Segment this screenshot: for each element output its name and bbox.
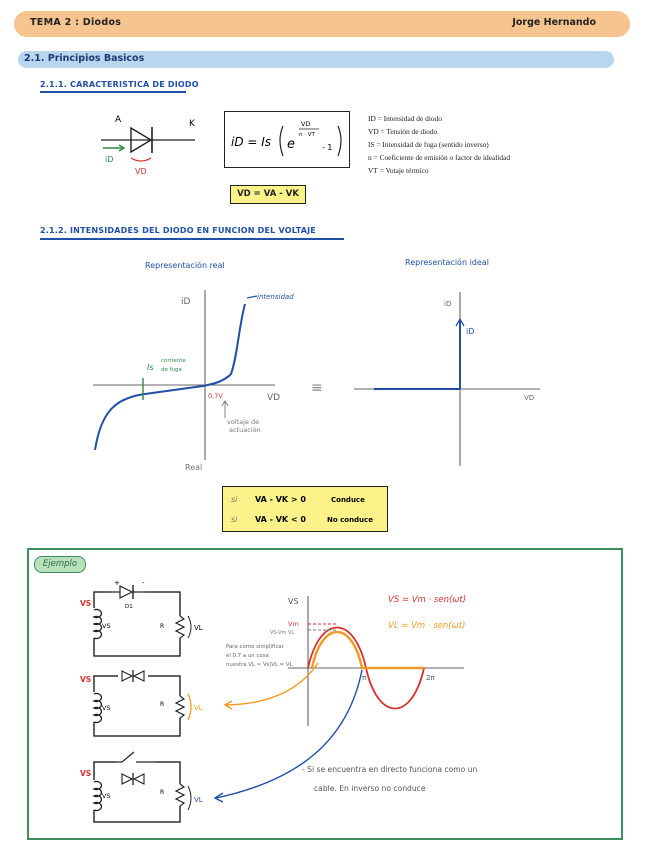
formula-lhs: iD = Is (231, 135, 272, 149)
footer-note-2: cable. En inverso no conduce (314, 784, 426, 793)
diode-formula-box (224, 111, 350, 168)
c1-minus: - (142, 580, 145, 587)
real-curve (95, 304, 245, 450)
ideal-characteristic-graph (350, 282, 550, 474)
intensidad-label: intensidad (257, 293, 294, 301)
c2-vl: VL (194, 704, 203, 712)
header-bar (14, 11, 630, 37)
equivalent-symbol: ≡ (311, 380, 323, 396)
real-bottom-label: Real (185, 463, 203, 472)
c1-r: R (160, 623, 165, 630)
cond-si-2: si (231, 515, 238, 524)
circuit-3 (80, 750, 210, 830)
simplification-note (226, 643, 293, 670)
cond-expr-1: VA - VK > 0 (255, 495, 306, 504)
c1-vs: VS (102, 622, 111, 630)
c1-plus: + (114, 580, 120, 587)
vsvm-label: VS-Vm VL (270, 630, 295, 636)
author-name: Jorge Hernando (512, 17, 596, 28)
footer-note-1: - Si se encuentra en directo funciona como un (302, 765, 478, 774)
fuga-line1: corriente (161, 358, 186, 364)
activation-line1: voltaje de (227, 418, 260, 426)
real-characteristic-graph (85, 282, 335, 474)
cond-si-1: si (231, 495, 238, 504)
simp-line: nuestra VL ≈ Vs|VL = VL (226, 662, 293, 668)
c1-vs-red: VS (80, 599, 92, 608)
formula-legend (368, 112, 510, 177)
cathode-label: K (189, 119, 195, 129)
c1-vl: VL (194, 624, 203, 632)
legend-item: VT = Votaje térmico (368, 166, 429, 175)
anode-label: A (115, 115, 122, 125)
two-pi-label: 2π (426, 674, 435, 682)
pi-label: π (362, 674, 367, 682)
simp-line: el 0,7 a un cosa (226, 653, 269, 659)
vm-label: Vm (288, 620, 299, 628)
real-x-label: VD (267, 393, 281, 403)
activation-line2: actuación (229, 426, 261, 434)
cond-expr-2: VA - VK < 0 (255, 515, 306, 524)
formula-den: n · VT (299, 132, 315, 138)
simp-line: Para como simplificar (226, 644, 284, 650)
is-label: Is (147, 363, 154, 372)
formula-num: VD (301, 120, 311, 128)
example-tag: Ejemplo (34, 556, 86, 573)
conduction-box (222, 486, 388, 532)
current-label: iD (105, 155, 114, 164)
cond-res-2: No conduce (327, 516, 373, 524)
underline-212 (40, 238, 344, 240)
c2-r: R (160, 701, 165, 708)
legend-item: IS = Intensidad de fuga (sentido inverso) (368, 140, 489, 149)
section-title: 2.1. Principios Basicos (24, 53, 145, 64)
ideal-y-label: iD (444, 300, 452, 308)
threshold-label: 0,7V (208, 392, 223, 400)
ideal-curve-label: iD (466, 327, 475, 336)
real-title: Representación real (145, 261, 225, 270)
vd-equation: VD = VA - VK (230, 185, 306, 204)
c1-d: D1 (125, 604, 133, 610)
circuit-2 (80, 670, 210, 744)
real-y-label: iD (181, 297, 191, 307)
subsection-title-211: 2.1.1. CARACTERISTICA DE DIODO (40, 80, 199, 89)
fuga-line2: de fuga (161, 367, 182, 373)
underline-211 (40, 91, 186, 93)
c3-vs: VS (102, 792, 111, 800)
c2-vs-red: VS (80, 675, 92, 684)
c3-vl: VL (194, 796, 203, 804)
formula-e: e (287, 137, 295, 152)
vl-curve (312, 632, 424, 668)
topic-title: TEMA 2 : Diodos (30, 17, 122, 28)
diode-symbol (95, 112, 205, 178)
ideal-x-label: VD (524, 394, 535, 402)
c3-r: R (160, 789, 165, 796)
c3-vs-red: VS (80, 769, 92, 778)
circuit-1 (80, 580, 210, 664)
ideal-title: Representación ideal (405, 258, 489, 267)
wave-y-label: VS (288, 597, 299, 606)
voltage-label: VD (135, 167, 147, 176)
cond-res-1: Conduce (331, 496, 365, 504)
subsection-title-212: 2.1.2. INTENSIDADES DEL DIODO EN FUNCION DEL VOLTAJE (40, 226, 316, 235)
legend-item: n = Coeficiente de emisión o factor de idealidad (368, 153, 511, 162)
legend-item: ID = Intensidad de diodo (368, 114, 442, 123)
legend-item: VD = Tensión de diodo (368, 127, 438, 136)
c2-vs: VS (102, 704, 111, 712)
vl-equation: VL = Vm · sen(ωt) (388, 621, 466, 631)
vs-equation: VS = Vm · sen(ωt) (388, 595, 467, 605)
formula-tail: - 1 (322, 143, 333, 152)
section-bar (18, 51, 614, 68)
